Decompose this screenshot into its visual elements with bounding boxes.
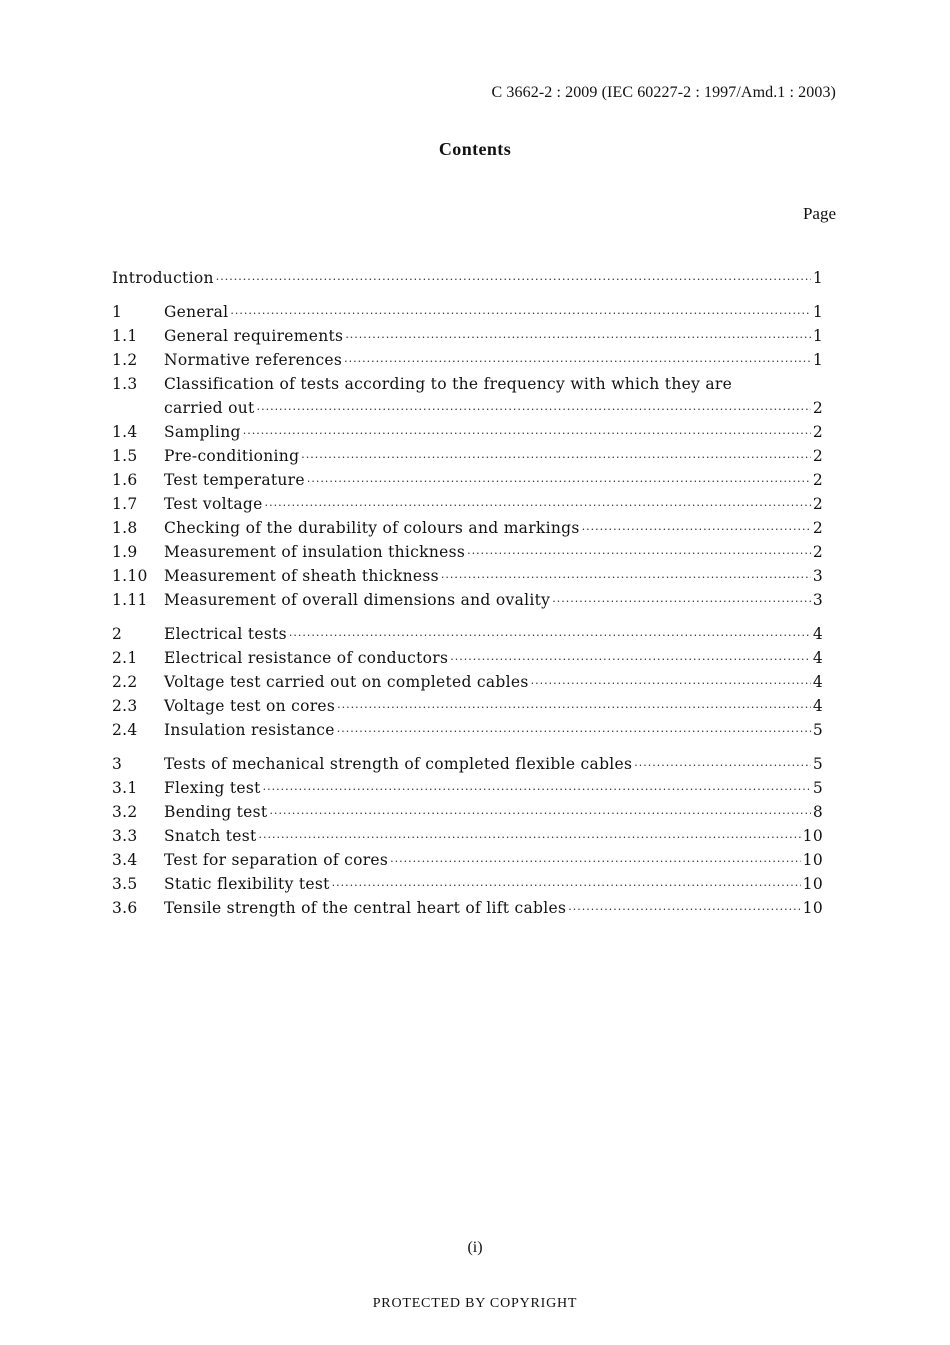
toc-entry-title: Snatch test <box>164 827 257 845</box>
toc-entry-title: Flexing test <box>164 779 261 797</box>
toc-entry-page: 10 <box>802 851 823 869</box>
toc-entry-title: Electrical tests <box>164 625 287 643</box>
dot-leader <box>265 494 811 518</box>
toc-entry[interactable] <box>112 776 823 800</box>
dot-leader <box>337 720 811 744</box>
toc-entry-introduction[interactable] <box>112 266 823 290</box>
toc-entry-number: 1.4 <box>112 423 138 441</box>
toc-entry-number: 1.10 <box>112 567 148 585</box>
toc-entry-page: 2 <box>812 543 823 561</box>
toc-entry-title: Voltage test carried out on completed cables <box>164 673 529 691</box>
dot-leader <box>467 542 811 566</box>
toc-entry-page: 3 <box>812 567 823 585</box>
toc-entry[interactable] <box>112 848 823 872</box>
toc-entry[interactable] <box>112 468 823 492</box>
toc-entry-page: 4 <box>812 697 823 715</box>
dot-leader <box>390 850 801 874</box>
dot-leader <box>337 696 811 720</box>
toc-entry-page: 2 <box>812 495 823 513</box>
toc-entry-number: 1.6 <box>112 471 138 489</box>
toc-entry-number: 1 <box>112 303 123 321</box>
toc-entry-page: 2 <box>812 399 823 417</box>
dot-leader <box>301 446 811 470</box>
toc-entry-title: Static flexibility test <box>164 875 330 893</box>
toc-entry-number: 3 <box>112 755 123 773</box>
dot-leader <box>257 398 811 422</box>
toc-entry[interactable] <box>112 872 823 896</box>
toc-entry-number: 3.6 <box>112 899 138 917</box>
toc-entry-page: 4 <box>812 649 823 667</box>
toc-entry[interactable] <box>112 372 823 396</box>
toc-entry-title: Normative references <box>164 351 343 369</box>
toc-entry[interactable] <box>112 800 823 824</box>
toc-entry-title: Introduction <box>112 269 214 287</box>
toc-entry-number: 1.11 <box>112 591 148 609</box>
toc-entry-page: 1 <box>812 303 823 321</box>
page-column-label: Page <box>802 204 836 223</box>
toc-entry-title: Test for separation of cores <box>164 851 389 869</box>
toc-entry-number: 3.5 <box>112 875 138 893</box>
toc-entry-number: 2.3 <box>112 697 138 715</box>
toc-entry-number: 1.9 <box>112 543 138 561</box>
toc-entry-page: 5 <box>812 721 823 739</box>
toc-entry-title: Classification of tests according to the frequency with which they are <box>164 375 733 393</box>
toc-entry[interactable] <box>112 646 823 670</box>
toc-entry[interactable] <box>112 300 823 324</box>
toc-entry-continuation[interactable] <box>112 396 823 420</box>
dot-leader <box>269 802 810 826</box>
dot-leader <box>332 874 801 898</box>
dot-leader <box>531 672 811 696</box>
toc-entry-number: 1.7 <box>112 495 138 513</box>
toc-entry-title: Tensile strength of the central heart of lift cables <box>164 899 567 917</box>
toc-entry-page: 5 <box>812 755 823 773</box>
toc-entry-number: 3.1 <box>112 779 138 797</box>
toc-entry-number: 2 <box>112 625 123 643</box>
toc-entry-number: 1.1 <box>112 327 138 345</box>
toc-entry-number: 2.4 <box>112 721 138 739</box>
toc-entry-number: 3.2 <box>112 803 138 821</box>
toc-entry-number: 1.2 <box>112 351 138 369</box>
dot-leader <box>552 590 811 614</box>
toc-entry-number: 2.2 <box>112 673 138 691</box>
dot-leader <box>289 624 811 648</box>
toc-entry-title: Tests of mechanical strength of completed flexible cables <box>164 755 633 773</box>
toc-entry-number: 2.1 <box>112 649 138 667</box>
toc-entry[interactable] <box>112 348 823 372</box>
toc-entry-title: General requirements <box>164 327 344 345</box>
dot-leader <box>582 518 811 542</box>
toc-entry[interactable] <box>112 492 823 516</box>
toc-entry-title: Test temperature <box>164 471 305 489</box>
toc-entry-page: 10 <box>802 899 823 917</box>
dot-leader <box>263 778 811 802</box>
toc-entry[interactable] <box>112 588 823 612</box>
toc-entry[interactable] <box>112 540 823 564</box>
toc-entry-title: Measurement of overall dimensions and ovality <box>164 591 551 609</box>
toc-entry-page: 2 <box>812 423 823 441</box>
toc-entry-page: 10 <box>802 875 823 893</box>
toc-entry[interactable] <box>112 516 823 540</box>
toc-entry-page: 4 <box>812 673 823 691</box>
toc-entry[interactable] <box>112 824 823 848</box>
toc-entry[interactable] <box>112 694 823 718</box>
toc-entry[interactable] <box>112 324 823 348</box>
contents-heading: Contents <box>438 139 512 159</box>
toc-entry-page: 10 <box>802 827 823 845</box>
toc-entry-title: Voltage test on cores <box>164 697 336 715</box>
toc-entry-page: 2 <box>812 471 823 489</box>
dot-leader <box>259 826 801 850</box>
dot-leader <box>216 268 811 292</box>
toc-entry[interactable] <box>112 896 823 920</box>
page-number: (i) <box>467 1239 483 1256</box>
toc-entry[interactable] <box>112 444 823 468</box>
toc-entry-number: 1.3 <box>112 375 138 393</box>
toc-entry[interactable] <box>112 752 823 776</box>
toc-entry-page: 2 <box>812 447 823 465</box>
table-of-contents <box>112 266 823 920</box>
toc-entry-title: Insulation resistance <box>164 721 335 739</box>
toc-entry-title: Checking of the durability of colours and markings <box>164 519 580 537</box>
toc-entry-title: Test voltage <box>164 495 263 513</box>
dot-leader <box>568 898 800 922</box>
toc-entry-page: 3 <box>812 591 823 609</box>
toc-entry[interactable] <box>112 564 823 588</box>
dot-leader <box>307 470 811 494</box>
dot-leader <box>243 422 811 446</box>
toc-entry-title: Bending test <box>164 803 268 821</box>
toc-entry-number: 3.3 <box>112 827 138 845</box>
toc-entry-title: Pre-conditioning <box>164 447 300 465</box>
dot-leader <box>441 566 811 590</box>
dot-leader <box>344 350 811 374</box>
toc-entry-page: 1 <box>812 269 823 287</box>
dot-leader <box>345 326 811 350</box>
toc-entry-page: 4 <box>812 625 823 643</box>
toc-entry-list <box>112 300 823 920</box>
toc-entry-title: Measurement of sheath thickness <box>164 567 439 585</box>
toc-entry-title: Measurement of insulation thickness <box>164 543 466 561</box>
toc-entry-page: 1 <box>812 351 823 369</box>
document-identifier: C 3662-2 : 2009 (IEC 60227-2 : 1997/Amd.1 : 2003) <box>491 84 836 101</box>
toc-entry-number: 1.8 <box>112 519 138 537</box>
dot-leader <box>450 648 811 672</box>
toc-entry[interactable] <box>112 718 823 742</box>
toc-entry-title-continuation: carried out <box>164 399 255 417</box>
toc-entry-page: 5 <box>812 779 823 797</box>
dot-leader <box>230 302 810 326</box>
copyright-notice: PROTECTED BY COPYRIGHT <box>372 1296 578 1311</box>
toc-entry[interactable] <box>112 420 823 444</box>
toc-entry-page: 8 <box>812 803 823 821</box>
toc-entry-number: 1.5 <box>112 447 138 465</box>
toc-entry-title: General <box>164 303 229 321</box>
toc-entry-number: 3.4 <box>112 851 138 869</box>
toc-entry-page: 2 <box>812 519 823 537</box>
dot-leader <box>634 754 811 778</box>
toc-entry-title: Electrical resistance of conductors <box>164 649 449 667</box>
toc-entry[interactable] <box>112 670 823 694</box>
toc-entry[interactable] <box>112 622 823 646</box>
toc-entry-page: 1 <box>812 327 823 345</box>
toc-entry-title: Sampling <box>164 423 241 441</box>
